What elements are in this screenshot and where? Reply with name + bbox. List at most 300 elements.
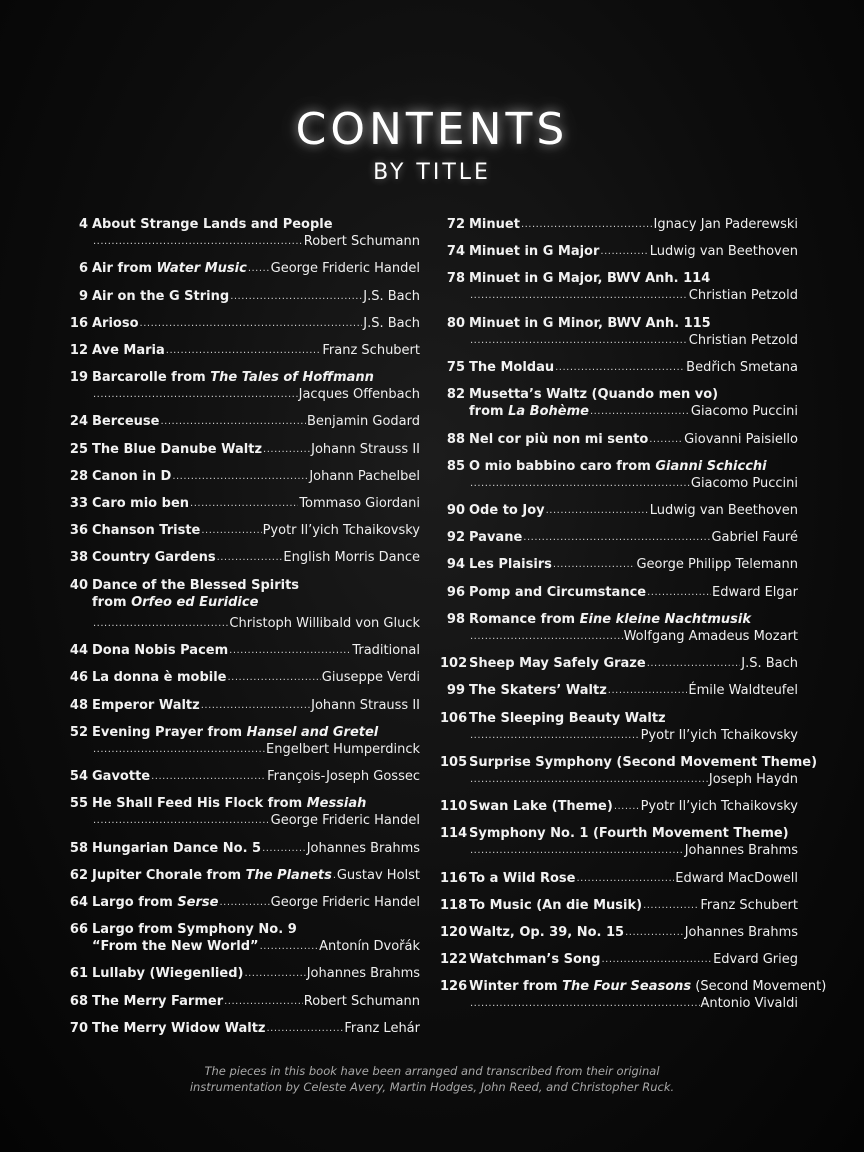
dot-leader: [263, 441, 310, 454]
entry-line: [64, 741, 420, 758]
page-number: 9: [78, 288, 88, 304]
page-number: 38: [69, 550, 88, 566]
entry-title: [92, 768, 150, 785]
title-segment: Watchman’s Song: [469, 952, 601, 968]
title-segment: (Second Movement): [691, 979, 827, 995]
contents-entry: [64, 642, 420, 659]
page-number: 40: [69, 577, 88, 593]
composer-name: George Frideric Handel: [270, 894, 420, 910]
page-title: CONTENTS: [295, 104, 569, 155]
dot-leader: [201, 522, 261, 535]
contents-entry: [64, 669, 420, 686]
dot-leader: [93, 812, 270, 825]
page-number: 6: [78, 261, 88, 277]
dot-leader: [470, 771, 708, 784]
entry-line: [440, 655, 798, 672]
entry-line: [440, 458, 798, 475]
entry-line: [64, 288, 420, 305]
title-segment: from: [92, 594, 132, 610]
entry-title: [469, 359, 554, 376]
entry-line: [440, 502, 798, 519]
page-number: 85: [446, 458, 465, 474]
entry-line: [64, 812, 420, 829]
dot-leader: [217, 549, 283, 562]
contents-entry: [64, 577, 420, 632]
title-segment: La Bohème: [508, 404, 589, 420]
dot-leader: [248, 260, 270, 273]
title-segment: The Planets: [245, 867, 332, 883]
page-number: 52: [69, 724, 88, 740]
entry-title: [92, 921, 297, 938]
title-segment: Barcarolle from: [92, 370, 211, 386]
composer-name: Ludwig van Beethoven: [649, 503, 798, 518]
entry-line: [440, 584, 798, 601]
entry-title: [469, 216, 520, 233]
composer-name: Pyotr Il’yich Tchaikovsky: [640, 727, 798, 743]
entry-line: [64, 615, 420, 632]
contents-entry: [440, 359, 798, 376]
page-number: 110: [440, 799, 468, 815]
composer-name: George Frideric Handel: [270, 813, 420, 829]
entry-title: [469, 529, 522, 546]
composer-name: Franz Schubert: [322, 342, 420, 358]
page-number: 72: [446, 217, 465, 232]
composer-name: Christian Petzold: [688, 332, 798, 348]
composer-name: Gabriel Fauré: [711, 530, 798, 546]
page-number: 36: [69, 523, 88, 539]
contents-entry: [64, 921, 420, 955]
dot-leader: [151, 768, 266, 781]
title-segment: Berceuse: [92, 414, 160, 430]
composer-name: Robert Schumann: [303, 234, 420, 249]
entry-title: [92, 441, 262, 458]
dot-leader: [470, 628, 623, 641]
entry-title: [469, 243, 599, 260]
page-number: 106: [440, 710, 468, 726]
composer-name: Tommaso Giordani: [299, 496, 420, 511]
title-segment: The Tales of Hoffmann: [210, 370, 374, 386]
page-number: 92: [446, 530, 465, 546]
page-number: 80: [446, 315, 465, 331]
entry-title: [92, 642, 228, 659]
entry-line: [440, 754, 818, 771]
title-segment: Symphony No. 1 (Fourth Movement Theme): [469, 826, 789, 842]
composer-name: Antonín Dvořák: [319, 939, 420, 955]
title-segment: Air from: [92, 261, 157, 277]
dot-leader: [93, 233, 303, 246]
title-segment: About Strange Lands and People: [92, 217, 333, 232]
title-segment: Eine kleine Nachtmusik: [579, 611, 752, 627]
title-segment: To a Wild Rose: [469, 870, 576, 886]
contents-entry: [64, 724, 420, 758]
entry-line: [64, 233, 420, 250]
composer-name: Christian Petzold: [688, 288, 798, 304]
dot-leader: [93, 386, 298, 399]
contents-entry: [440, 951, 798, 968]
dot-leader: [470, 287, 688, 300]
entry-title: [92, 216, 333, 233]
dot-leader: [555, 359, 685, 372]
dot-leader: [219, 894, 269, 907]
contents-entry: [440, 978, 827, 1012]
entry-line: [64, 795, 420, 812]
title-segment: Serse: [177, 894, 219, 910]
entry-title: [469, 754, 817, 771]
title-segment: O mio babbino caro from: [469, 458, 656, 474]
dot-leader: [230, 288, 362, 301]
title-segment: The Skaters’ Waltz: [469, 683, 607, 699]
contents-entry: [64, 342, 420, 359]
entry-line: [64, 386, 420, 403]
entry-line: [440, 611, 798, 628]
dot-leader: [262, 840, 306, 853]
title-segment: Hungarian Dance No. 5: [92, 840, 262, 856]
composer-name: Edward MacDowell: [675, 870, 798, 886]
contents-entry: [440, 655, 798, 672]
composer-name: Johann Strauss II: [311, 697, 420, 713]
entry-line: [440, 287, 798, 304]
contents-entry: [64, 315, 420, 332]
entry-line: [440, 431, 798, 448]
entry-title: [92, 342, 165, 359]
contents-entry: [440, 924, 798, 941]
dot-leader: [470, 475, 690, 488]
dot-leader: [190, 495, 298, 508]
entry-title: [469, 924, 624, 941]
entry-line: [440, 771, 798, 788]
entry-title: [469, 951, 600, 968]
title-segment: Surprise Symphony (Second Movement Theme): [469, 754, 818, 770]
entry-line: [64, 577, 420, 594]
title-segment: “From the New World”: [92, 939, 259, 955]
title-segment: Ode to Joy: [469, 503, 545, 518]
entry-line: [64, 413, 420, 430]
composer-name: Benjamin Godard: [307, 414, 420, 430]
entry-line: [64, 921, 420, 938]
page-number: 19: [69, 370, 88, 386]
entry-title: [469, 825, 789, 842]
title-segment: Air on the G String: [92, 288, 230, 304]
entry-title: [92, 840, 261, 857]
entry-line: [440, 315, 798, 332]
contents-entry: [64, 468, 420, 485]
entry-line: [440, 870, 798, 887]
composer-name: J.S. Bach: [363, 315, 420, 331]
page-number: 88: [446, 431, 465, 447]
page-number: 64: [69, 894, 88, 910]
dot-leader: [600, 243, 648, 256]
entry-line: [64, 594, 420, 611]
entry-title: [469, 897, 642, 914]
composer-name: George Frideric Handel: [270, 261, 420, 277]
title-segment: Caro mio ben: [92, 496, 190, 511]
entry-title: [92, 549, 216, 566]
entry-line: [64, 342, 420, 359]
contents-entry: [440, 754, 818, 788]
entry-title: [92, 965, 243, 982]
contents-entry: [64, 549, 420, 566]
title-segment: Hansel and Gretel: [246, 724, 379, 740]
dot-leader: [201, 697, 310, 710]
dot-leader: [601, 951, 712, 964]
dot-leader: [93, 741, 265, 754]
title-segment: Pomp and Circumstance: [469, 584, 647, 600]
contents-entry: [440, 556, 798, 573]
page-number: 55: [69, 796, 88, 812]
title-segment: The Blue Danube Waltz: [92, 441, 263, 457]
entry-line: [440, 682, 798, 699]
title-segment: Gavotte: [92, 769, 151, 784]
entry-title: [92, 697, 200, 714]
entry-line: [440, 897, 798, 914]
credit-line-1: The pieces in this book have been arranged and transcribed from their original: [204, 1064, 660, 1078]
entry-line: [440, 798, 798, 815]
title-segment: Arioso: [92, 315, 139, 331]
entry-title: [92, 1020, 266, 1037]
entry-title: [92, 594, 258, 611]
entry-title: [92, 468, 171, 485]
contents-entry: [64, 894, 420, 911]
title-segment: Chanson Triste: [92, 523, 201, 539]
title-segment: The Moldau: [469, 360, 555, 375]
dot-leader: [160, 413, 306, 426]
contents-entry: [440, 243, 798, 260]
entry-line: [64, 669, 420, 686]
title-segment: Water Music: [156, 261, 247, 277]
composer-name: Edvard Grieg: [713, 952, 798, 968]
title-segment: La donna è mobile: [92, 670, 227, 686]
composer-name: Giacomo Puccini: [690, 475, 798, 491]
composer-name: Giacomo Puccini: [690, 404, 798, 420]
entry-title: [92, 867, 332, 884]
page-number: 98: [446, 611, 465, 627]
composer-name: Ignacy Jan Paderewski: [653, 217, 798, 232]
title-segment: Swan Lake (Theme): [469, 799, 613, 815]
page-number: 70: [69, 1020, 88, 1036]
composer-name: François-Joseph Gossec: [267, 769, 420, 784]
contents-entry: [64, 288, 420, 305]
contents-entry: [440, 798, 798, 815]
contents-entry: [64, 216, 420, 250]
page-number: 105: [440, 754, 468, 770]
page-number: 120: [440, 925, 468, 940]
page-number: 66: [69, 922, 88, 938]
composer-name: Johann Strauss II: [311, 441, 420, 457]
page-number: 48: [69, 697, 88, 713]
composer-name: Engelbert Humperdinck: [266, 741, 420, 757]
entry-line: [440, 995, 798, 1012]
title-segment: Largo from: [92, 894, 178, 910]
composer-name: Franz Schubert: [700, 897, 798, 913]
title-segment: Country Gardens: [92, 550, 216, 566]
dot-leader: [521, 216, 653, 229]
contents-entry: [440, 682, 798, 699]
page-number: 68: [69, 993, 88, 1009]
page-subtitle: BY TITLE: [373, 160, 491, 185]
page-number: 94: [446, 557, 465, 573]
page-number: 102: [440, 656, 468, 672]
dot-leader: [576, 870, 674, 883]
entry-line: [440, 628, 798, 645]
entry-title: [469, 611, 751, 628]
contents-entry: [64, 965, 420, 982]
entry-title: [469, 458, 767, 475]
dot-leader: [93, 615, 228, 628]
composer-name: Traditional: [352, 643, 420, 659]
title-segment: Orfeo ed Euridice: [131, 594, 259, 610]
entry-line: [440, 924, 798, 941]
title-segment: Pavane: [469, 530, 523, 546]
page-number: 78: [446, 271, 465, 287]
entry-title: [92, 894, 218, 911]
entry-line: [64, 549, 420, 566]
title-segment: Largo from Symphony No. 9: [92, 922, 297, 938]
entry-title: [92, 938, 259, 955]
dot-leader: [608, 682, 688, 695]
dot-leader: [267, 1020, 344, 1033]
composer-name: Giuseppe Verdi: [321, 670, 420, 686]
contents-entry: [440, 611, 798, 645]
page-number: 74: [446, 244, 465, 260]
entry-line: [440, 978, 827, 995]
contents-entry: [440, 529, 798, 546]
entry-title: [469, 403, 589, 420]
entry-line: [440, 951, 798, 968]
contents-entry: [64, 840, 420, 857]
dot-leader: [643, 897, 699, 910]
title-segment: Gianni Schicchi: [655, 458, 767, 474]
page-number: 16: [69, 315, 88, 331]
title-segment: Musetta’s Waltz (Quando men vo): [469, 387, 719, 403]
title-segment: Ave Maria: [92, 342, 165, 358]
title-segment: Winter from: [469, 979, 563, 995]
title-segment: Emperor Waltz: [92, 697, 200, 713]
entry-line: [64, 724, 420, 741]
contents-entry: [440, 870, 798, 887]
entry-title: [469, 431, 648, 448]
composer-name: Franz Lehár: [344, 1020, 420, 1036]
title-segment: Dona Nobis Pacem: [92, 643, 229, 659]
contents-entry: [64, 522, 420, 539]
entry-line: [440, 359, 798, 376]
entry-title: [469, 710, 666, 727]
contents-entry: [440, 897, 798, 914]
entry-line: [64, 867, 420, 884]
contents-entry: [440, 315, 798, 349]
page-number: 25: [69, 441, 88, 457]
contents-entry: [440, 386, 798, 420]
composer-name: Robert Schumann: [303, 993, 420, 1009]
dot-leader: [470, 332, 688, 345]
contents-entry: [64, 260, 420, 277]
entry-title: [469, 556, 552, 573]
composer-name: Johann Pachelbel: [309, 468, 420, 484]
dot-leader: [647, 584, 711, 597]
dot-leader: [523, 529, 710, 542]
title-segment: Minuet in G Major, BWV Anh. 114: [469, 271, 711, 287]
credit-line-2: instrumentation by Celeste Avery, Martin Hodges, John Reed, and Christopher Ruck.: [189, 1080, 675, 1094]
contents-entry: [64, 697, 420, 714]
entry-line: [440, 216, 798, 233]
contents-entry: [64, 768, 420, 785]
title-segment: The Four Seasons: [562, 979, 692, 995]
entry-line: [64, 697, 420, 714]
title-segment: He Shall Feed His Flock from: [92, 796, 307, 812]
page-number: 33: [69, 496, 88, 511]
title-segment: Minuet: [469, 217, 520, 232]
dot-leader: [260, 938, 319, 951]
entry-line: [64, 216, 420, 233]
entry-line: [64, 642, 420, 659]
entry-title: [469, 655, 646, 672]
entry-title: [92, 413, 159, 430]
page-number: 118: [440, 897, 468, 913]
entry-line: [64, 260, 420, 277]
dot-leader: [470, 995, 700, 1008]
entry-line: [440, 556, 798, 573]
contents-entry: [440, 502, 798, 519]
entry-title: [469, 798, 613, 815]
entry-line: [64, 938, 420, 955]
title-segment: Minuet in G Minor, BWV Anh. 115: [469, 315, 711, 331]
page-number: 12: [69, 342, 88, 358]
page-number: 122: [440, 952, 468, 968]
entry-title: [92, 993, 223, 1010]
contents-entry: [64, 495, 420, 512]
title-segment: Lullaby (Wiegenlied): [92, 966, 244, 982]
entry-title: [469, 386, 718, 403]
dot-leader: [229, 642, 351, 655]
dot-leader: [470, 842, 684, 855]
contents-entry: [440, 584, 798, 601]
entry-title: [92, 724, 378, 741]
title-segment: from: [469, 404, 509, 420]
contents-entry: [440, 825, 798, 859]
dot-leader: [546, 502, 649, 515]
entry-line: [64, 840, 420, 857]
composer-name: J.S. Bach: [741, 656, 798, 672]
title-segment: Minuet in G Major: [469, 244, 600, 260]
dot-leader: [244, 965, 305, 978]
composer-name: Ludwig van Beethoven: [649, 244, 798, 260]
entry-line: [64, 369, 420, 386]
composer-name: Wolfgang Amadeus Mozart: [623, 628, 798, 644]
page-number: 90: [446, 503, 465, 518]
entry-line: [64, 768, 420, 785]
composer-name: Émile Waldteufel: [688, 683, 798, 699]
title-segment: The Merry Widow Waltz: [92, 1020, 266, 1036]
composer-name: Johannes Brahms: [306, 966, 420, 982]
contents-entry: [64, 441, 420, 458]
title-segment: The Merry Farmer: [92, 993, 224, 1009]
page-number: 44: [69, 643, 88, 659]
contents-entry: [64, 413, 420, 430]
composer-name: Gustav Holst: [336, 867, 420, 883]
entry-line: [64, 1020, 420, 1037]
entry-line: [64, 522, 420, 539]
entry-line: [440, 842, 798, 859]
entry-line: [440, 243, 798, 260]
composer-name: Christoph Willibald von Gluck: [229, 615, 420, 631]
dot-leader: [553, 556, 636, 569]
entry-title: [469, 270, 710, 287]
title-segment: Evening Prayer from: [92, 724, 247, 740]
page-number: 62: [69, 867, 88, 883]
page-number: 96: [446, 584, 465, 600]
dot-leader: [590, 403, 690, 416]
entry-line: [440, 475, 798, 492]
page-number: 46: [69, 670, 88, 686]
